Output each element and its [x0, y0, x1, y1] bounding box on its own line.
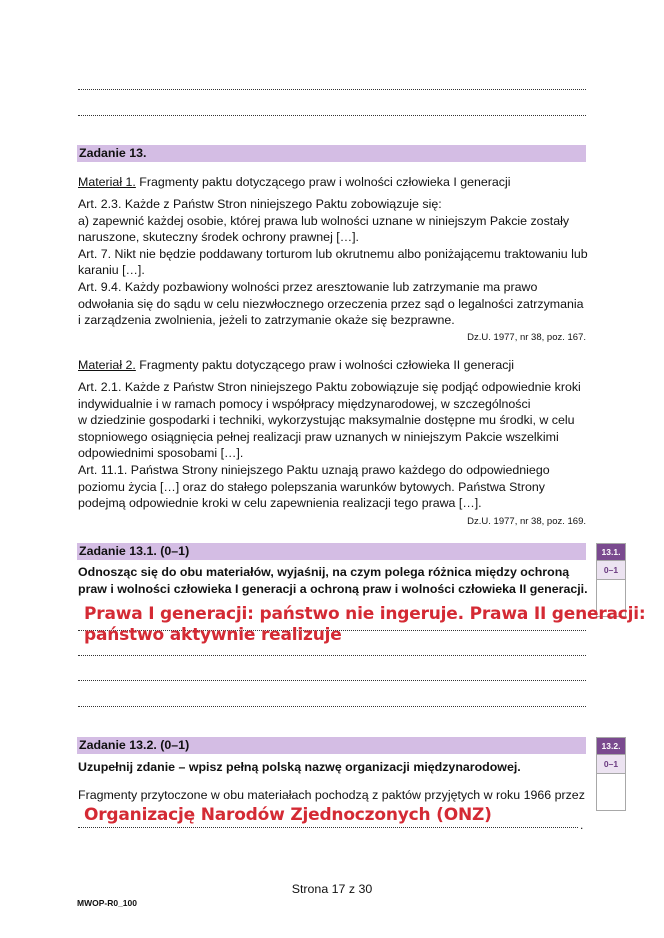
- text-line: stopniowego osiągnięcia pełnej realizacji praw uznanych w niniejszym Pakcie wszelkimi: [78, 429, 559, 444]
- score-range: 0–1: [597, 754, 625, 773]
- material-1-label: Materiał 1.: [78, 175, 136, 189]
- score-box-13-2: [596, 737, 626, 811]
- material-2-label: Materiał 2.: [78, 358, 136, 372]
- task-13-2-sentence: Fragmenty przytoczone w obu materiałach pochodzą z paktów przyjętych w roku 1966 przez: [78, 788, 585, 802]
- material-1-source: Dz.U. 1977, nr 38, poz. 167.: [467, 332, 586, 343]
- text-line: podejmą odpowiednie kroki w celu zapewnienia realizacji tego prawa […].: [78, 496, 482, 511]
- material-1-title: Fragmenty paktu dotyczącego praw i wolności człowieka I generacji: [135, 175, 511, 189]
- answer-line: [78, 654, 586, 656]
- answer-line: [78, 114, 586, 116]
- instruction-line: Odnosząc się do obu materiałów, wyjaśnij, na czym polega różnica między ochroną: [78, 565, 570, 579]
- text-line: odwołania się do sądu w celu niezwłocznego orzeczenia przez sąd o legalności zatrzymania: [78, 296, 584, 311]
- page-number: Strona 17 z 30: [291, 882, 373, 896]
- material-2-text: [78, 379, 590, 512]
- exam-code: MWOP-R0_100: [77, 898, 137, 908]
- task-13-2-instruction: Uzupełnij zdanie – wpisz pełną polską nazwę organizacji międzynarodowej.: [78, 760, 521, 774]
- material-2-heading: [78, 357, 590, 374]
- material-1-text: [78, 196, 590, 329]
- text-line: naruszone, skuteczny środek ochrony prawnej […].: [78, 230, 359, 245]
- handwritten-answer-13-2[interactable]: Organizację Narodów Zjednoczonych (ONZ): [84, 805, 492, 825]
- sentence-end-dot: .: [580, 818, 584, 832]
- instruction-line: praw i wolności człowieka I generacji a ochroną praw i wolności człowieka II generacji.: [78, 581, 588, 596]
- text-line: Art. 2.3. Każde z Państw Stron niniejszego Paktu zobowiązuje się:: [78, 197, 442, 211]
- answer-line: [78, 705, 586, 707]
- answer-line: [78, 679, 586, 681]
- material-1-heading: [78, 174, 590, 191]
- text-line: karaniu […].: [78, 263, 145, 278]
- score-label: 13.1.: [597, 544, 625, 560]
- handwritten-answer-13-1[interactable]: [84, 604, 646, 646]
- material-2-source: Dz.U. 1977, nr 38, poz. 169.: [467, 516, 586, 527]
- text-line: Art. 7. Nikt nie będzie poddawany torturom lub okrutnemu albo poniżającemu traktowaniu lub: [78, 246, 588, 261]
- text-line: Art. 11.1. Państwa Strony niniejszego Paktu uznają prawo każdego do odpowiedniego: [78, 462, 550, 477]
- text-line: Art. 9.4. Każdy pozbawiony wolności przez aresztowanie lub zatrzymanie ma prawo: [78, 279, 538, 294]
- task-13-2-header: Zadanie 13.2. (0–1): [77, 737, 586, 754]
- text-line: i zarządzenia zwolnienia, jeżeli to zatrzymanie okaże się bezprawne.: [78, 313, 455, 328]
- text-line: Art. 2.1. Każde z Państw Stron niniejszego Paktu zobowiązuje się podjąć odpowiednie kroki: [78, 380, 581, 394]
- text-line: odpowiednimi sposobami […].: [78, 446, 244, 461]
- score-input[interactable]: [597, 773, 625, 810]
- text-line: indywidualnie i w ramach pomocy i współpracy międzynarodowej, w szczególności: [78, 396, 531, 411]
- answer-line: [78, 88, 586, 90]
- text-line: w dziedzinie gospodarki i techniki, wykorzystując maksymalnie dostępne mu środki, w celu: [78, 413, 575, 428]
- score-label: 13.2.: [597, 738, 625, 754]
- score-range: 0–1: [597, 560, 625, 579]
- text-line: a) zapewnić każdej osobie, której prawa lub wolności uznane w niniejszym Pakcie zostały: [78, 213, 570, 228]
- answer-text-line: Prawa I generacji: państwo nie ingeruje. Prawa II generacji:: [84, 604, 646, 624]
- task-13-header: Zadanie 13.: [77, 145, 586, 162]
- answer-text-line: państwo aktywnie realizuje: [84, 625, 342, 645]
- task-13-1-instruction: [78, 564, 590, 597]
- material-2-title: Fragmenty paktu dotyczącego praw i wolności człowieka II generacji: [135, 358, 514, 372]
- task-13-1-header: Zadanie 13.1. (0–1): [77, 543, 586, 560]
- text-line: poziomu życia […] oraz do stałego polepszania warunków bytowych. Państwa Strony: [78, 479, 545, 494]
- answer-line: [78, 826, 578, 828]
